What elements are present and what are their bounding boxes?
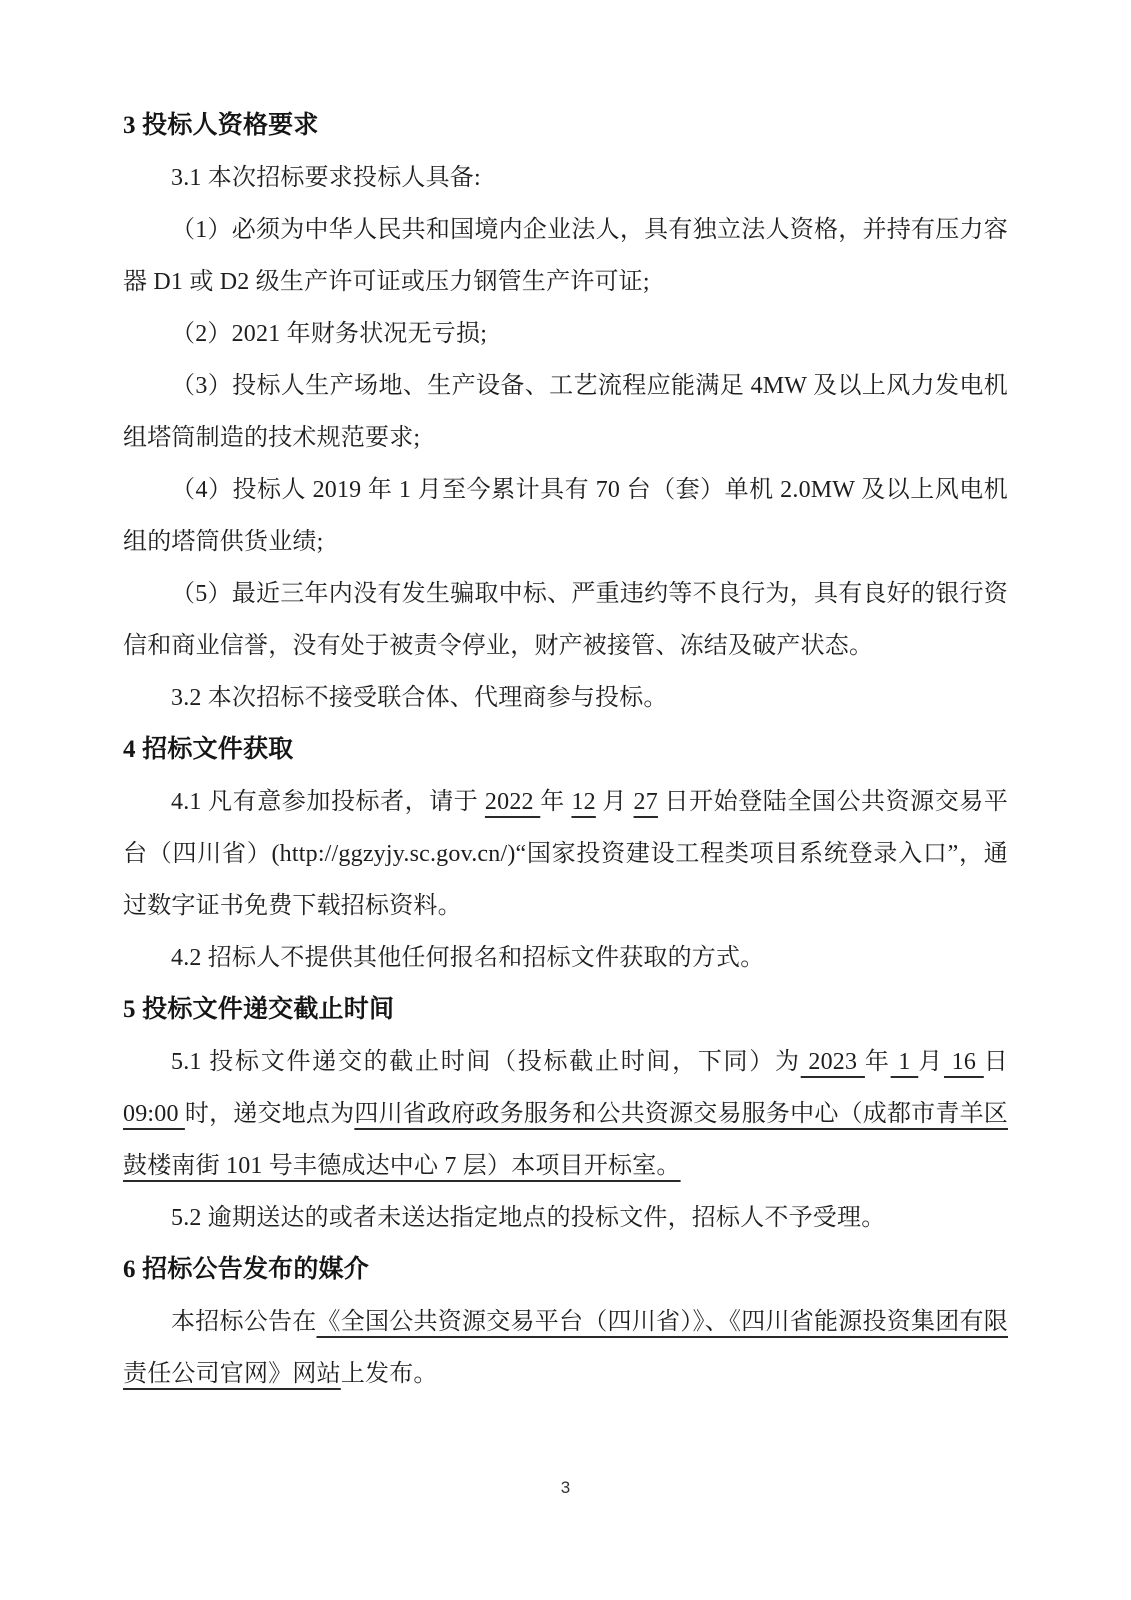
underlined-text-run: 12 bbox=[571, 789, 596, 815]
paragraph bbox=[123, 568, 1008, 672]
text-run: 3.1 本次招标要求投标人具备: bbox=[171, 165, 481, 191]
text-run: （4）投标人 2019 年 1 月至今累计具有 70 台（套）单机 2.0MW 及以上风电机组的塔筒供货业绩; bbox=[123, 477, 1008, 555]
text-run: 3 投标人资格要求 bbox=[123, 112, 319, 139]
text-run: 4.1 凡有意参加投标者，请于 bbox=[171, 789, 485, 815]
paragraph bbox=[123, 1192, 1008, 1244]
text-run: 6 招标公告发布的媒介 bbox=[123, 1256, 369, 1283]
section-heading bbox=[123, 984, 1008, 1036]
text-run: 年 bbox=[864, 1049, 891, 1075]
underlined-text-run: 四川省政府政务服务和公共资源交易服务中心（成都市青羊区鼓楼南街 101 号丰德成达中心 7 层）本项目开标室。 bbox=[123, 1101, 1008, 1179]
paragraph bbox=[123, 204, 1008, 308]
document-body bbox=[123, 100, 1008, 1400]
text-run: 4.2 招标人不提供其他任何报名和招标文件获取的方式。 bbox=[171, 945, 765, 971]
text-run: 日开始登陆全国公共资源交易平台（四川省）(http://ggzyjy.sc.gov.cn/)“国家投资建设工程类项目系统登录入口”，通过数字证书免费下载招标资料。 bbox=[123, 789, 1009, 919]
section-heading bbox=[123, 1244, 1008, 1296]
text-run: 年 bbox=[540, 789, 572, 815]
text-run: （1）必须为中华人民共和国境内企业法人，具有独立法人资格，并持有压力容器 D1 或 D2 级生产许可证或压力钢管生产许可证; bbox=[123, 217, 1008, 295]
underlined-text-run: 09:00 bbox=[123, 1101, 185, 1127]
text-run: 上发布。 bbox=[340, 1361, 438, 1387]
text-run: 4 招标文件获取 bbox=[123, 736, 294, 763]
paragraph bbox=[123, 464, 1008, 568]
text-run: 5.1 投标文件递交的截止时间（投标截止时间，下同）为 bbox=[171, 1049, 801, 1075]
paragraph bbox=[123, 308, 1008, 360]
text-run: 月 bbox=[918, 1049, 944, 1075]
text-run: （5）最近三年内没有发生骗取中标、严重违约等不良行为，具有良好的银行资信和商业信誉，没有处于被责令停业，财产被接管、冻结及破产状态。 bbox=[123, 581, 1008, 659]
text-run: 日 bbox=[983, 1049, 1008, 1075]
underlined-text-run: 1 bbox=[890, 1049, 919, 1075]
section-heading bbox=[123, 100, 1008, 152]
page-number: 3 bbox=[560, 1478, 571, 1497]
paragraph bbox=[123, 1036, 1008, 1192]
paragraph bbox=[123, 932, 1008, 984]
text-run: 5 投标文件递交截止时间 bbox=[123, 996, 395, 1023]
paragraph bbox=[123, 776, 1008, 932]
text-run: 本招标公告在 bbox=[171, 1309, 317, 1335]
underlined-text-run: 2022 bbox=[484, 789, 541, 815]
paragraph bbox=[123, 152, 1008, 204]
section-heading bbox=[123, 724, 1008, 776]
paragraph bbox=[123, 672, 1008, 724]
paragraph bbox=[123, 360, 1008, 464]
text-run: 时，递交地点为 bbox=[184, 1101, 355, 1127]
page-footer bbox=[0, 1478, 1131, 1498]
text-run: （2）2021 年财务状况无亏损; bbox=[171, 321, 488, 347]
paragraph bbox=[123, 1296, 1008, 1400]
underlined-text-run: 27 bbox=[633, 789, 658, 815]
text-run: 3.2 本次招标不接受联合体、代理商参与投标。 bbox=[171, 685, 668, 711]
underlined-text-run: 16 bbox=[943, 1049, 984, 1075]
text-run: 月 bbox=[595, 789, 634, 815]
underlined-text-run: 2023 bbox=[800, 1049, 865, 1075]
underlined-text-run: 《全国公共资源交易平台（四川省）》、《四川省能源投资集团有限责任公司官网》网站 bbox=[123, 1309, 1009, 1387]
text-run: 5.2 逾期送达的或者未送达指定地点的投标文件，招标人不予受理。 bbox=[171, 1205, 886, 1231]
text-run: （3）投标人生产场地、生产设备、工艺流程应能满足 4MW 及以上风力发电机组塔筒制造的技术规范要求; bbox=[123, 373, 1008, 451]
